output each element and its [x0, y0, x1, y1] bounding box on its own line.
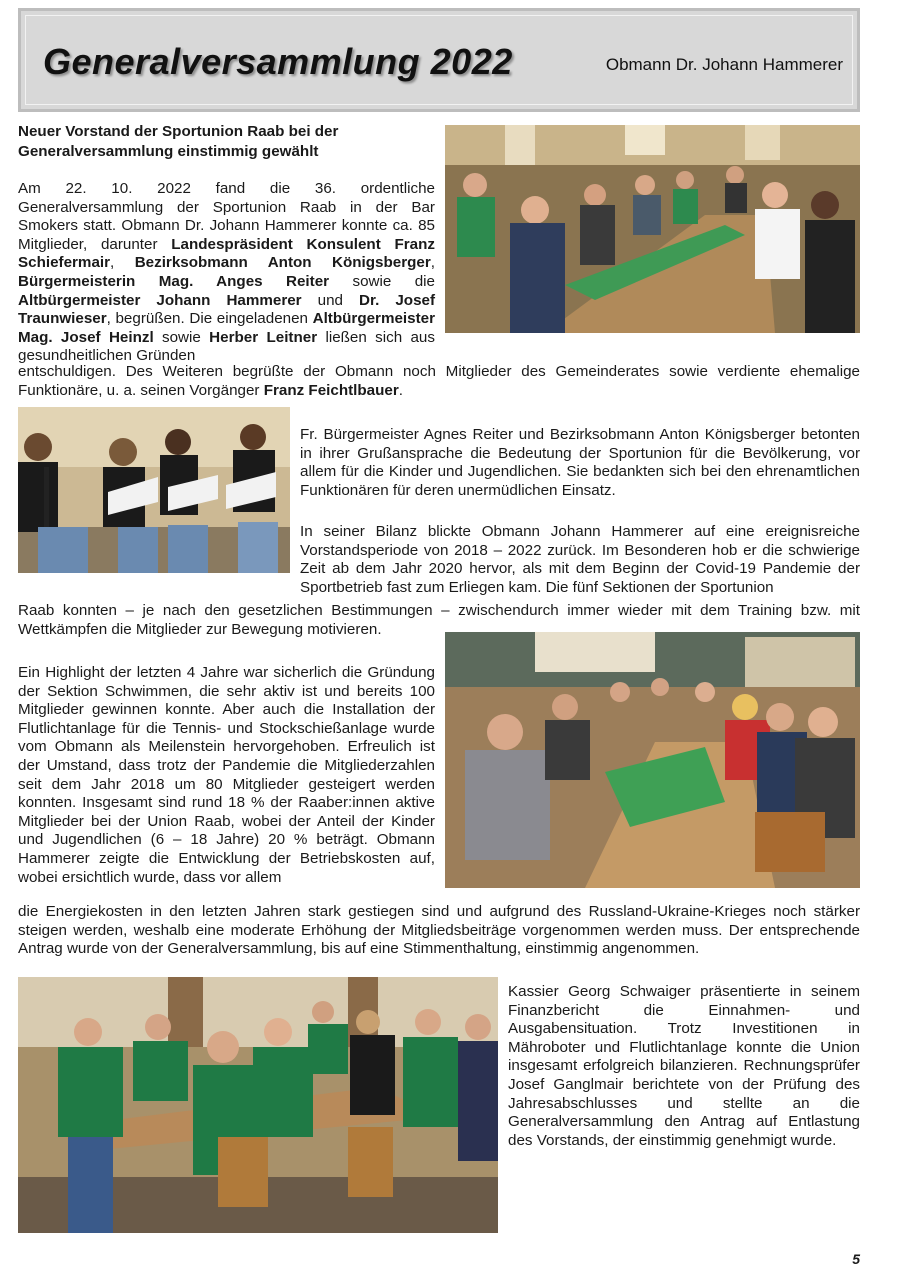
paragraph-1-segment-bold: Bezirksobmann Anton Königsberger	[134, 254, 431, 272]
paragraph-1-continued-segment: .	[398, 381, 403, 399]
paragraph-1-continued-segment: entschuldigen. Des Weiteren begrüßte der Obmann noch Mitglieder des Gemeinderates sowie verdiente ehemalige Funktionäre, u. a. seinen Vorgänger	[18, 363, 860, 399]
article-lead: Neuer Vorstand der Sportunion Raab bei der Generalversammlung einstimmig gewählt	[18, 123, 339, 160]
paragraph-1-segment: ließen sich aus gesundheitlichen Gründen	[18, 328, 435, 365]
paragraph-1-segment-bold: Dr. Josef Traunwieser	[18, 291, 436, 328]
paragraph-5: Kassier Georg Schwaiger präsentierte in seinem Finanzbericht die Einnahmen- und Ausgabensituation. Trotz Investitionen in Mähroboter und Flutlichtanlage konnte die Union insgesamt erfolgreich bilanzieren. Rechnungsprüfer Josef Ganglmair berichtete von der Prüfung des Jahresabschlusses und stellte an die Generalversammlung den Antrag auf Entlastung des Vorstands, der einstimmig genehmigt wurde.	[508, 983, 860, 1149]
page-title: Generalversammlung 2022	[43, 41, 513, 82]
paragraph-1-continued	[18, 363, 860, 400]
photo-assembly-audience	[445, 125, 860, 333]
paragraph-1-continued-segment-bold: Franz Feichtlbauer	[263, 381, 399, 399]
page-number: 5	[852, 1251, 860, 1267]
paragraph-2: Fr. Bürgermeister Agnes Reiter und Bezirksobmann Anton Königsberger betonten in ihrer Grußansprache die Bedeutung der Sportunion für die Bevölkerung, vor allem für die Kinder und Jugendlichen. Sie bedankten sich bei den ehrenamtlichen Funktionären für deren unermüdlichen Einsatz.	[300, 426, 860, 499]
paragraph-3-continued: Raab konnten – je nach den gesetzlichen Bestimmungen – zwischendurch immer wieder mit dem Training bzw. mit Wettkämpfen die Mitglieder zur Bewegung motivieren.	[18, 602, 860, 638]
photo-team-members	[18, 977, 498, 1233]
header-box	[18, 8, 860, 112]
photo-musicians	[18, 407, 290, 573]
paragraph-1-segment: sowie	[153, 328, 210, 346]
paragraph-1-segment: , begrüßen. Die eingeladenen	[106, 310, 313, 328]
paragraph-1-segment-bold: Altbürgermeister Mag. Josef Heinzl	[18, 310, 435, 346]
paragraph-1	[18, 180, 435, 366]
paragraph-3: In seiner Bilanz blickte Obmann Johann Hammerer auf eine ereignisreiche Vorstandsperiode von 2018 – 2022 zurück. Im Besonderen hob er die schwierige Zeit ab dem Jahr 2020 hervor, als mit dem Beginn der Covid-19 Pandemie der Sportbetrieb fast zum Erliegen kam. Die fünf Sektionen der Sportunion	[300, 523, 860, 596]
paragraph-1-segment-bold: Herber Leitner	[209, 328, 318, 346]
paragraph-1-segment: ,	[430, 254, 435, 272]
paragraph-1-segment-bold: Altbürgermeister Johann Hammerer	[18, 291, 302, 309]
author-line: Obmann Dr. Johann Hammerer	[605, 55, 843, 74]
paragraph-1-segment: Am 22. 10. 2022 fand die 36. ordentliche Generalversammlung der Sportunion Raab in der Bar Smokers statt. Obmann Dr. Johann Hammerer konnte ca. 85 Mitglieder, darunter	[18, 180, 435, 253]
paragraph-1-segment: sowie die	[329, 272, 435, 290]
paragraph-1-segment: ,	[110, 254, 135, 272]
paragraph-1-segment: und	[301, 291, 360, 309]
paragraph-4-continued: die Energiekosten in den letzten Jahren stark gestiegen sind und aufgrund des Russland-Ukraine-Krieges noch stärker steigen werden, weshalb eine moderate Erhöhung der Mitgliedsbeiträge vorgenommen werden muss. Der entsprechende Antrag wurde von der Generalversammlung, bis auf eine Stimmenthaltung, einstimmig angenommen.	[18, 903, 860, 958]
paragraph-4: Ein Highlight der letzten 4 Jahre war sicherlich die Gründung der Sektion Schwimmen, die sehr aktiv ist und bereits 100 Mitglieder gewinnen konnte. Aber auch die Installation der Flutlichtanlage für die Tennis- und Stockschießanlage wurde vom Obmann als Meilenstein hervorgehoben. Erfreulich ist der Umstand, dass trotz der Pandemie die Mitgliederzahlen seit dem Jahr 2018 um 80 Mitglieder gesteigert werden konnten. Insgesamt sind rund 18 % der Raaber:innen aktive Mitglieder bei der Union Raab, wobei der Anteil der Kinder und Jugendlichen (6 – 18 Jahre) 20 % beträgt. Obmann Hammerer zeigte die Entwicklung der Betriebskosten auf, wobei ersichtlich wurde, dass vor allem	[18, 664, 435, 886]
photo-table-guests	[445, 632, 860, 888]
paragraph-1-segment-bold: Landespräsident Konsulent Franz Schiefermair	[18, 235, 435, 272]
paragraph-1-segment-bold: Bürgermeisterin Mag. Anges Reiter	[18, 272, 330, 290]
